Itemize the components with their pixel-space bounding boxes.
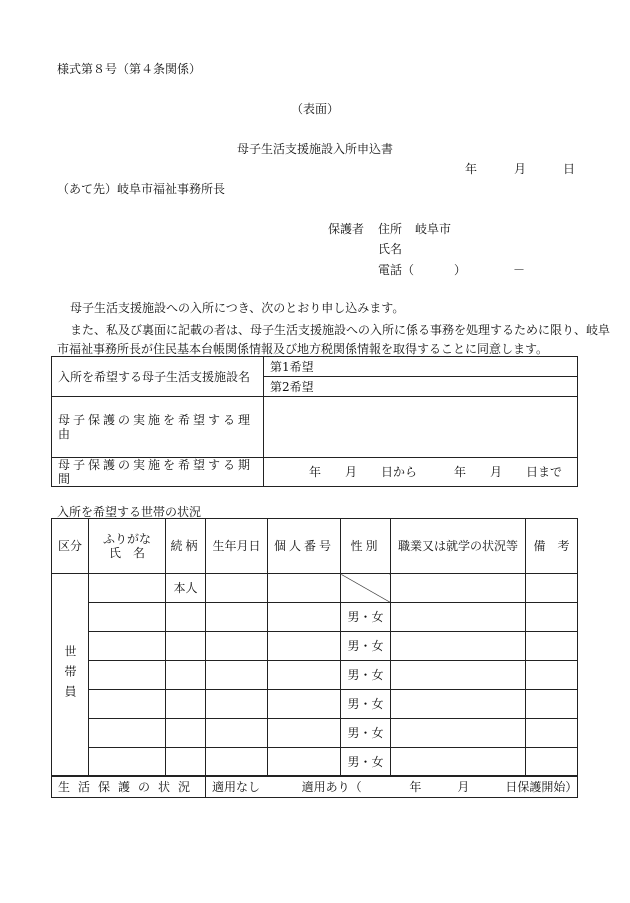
relation-field[interactable] <box>166 690 206 719</box>
personal-no-field[interactable] <box>268 719 341 748</box>
relation-field[interactable] <box>166 603 206 632</box>
remarks-field[interactable] <box>526 661 578 690</box>
address-value: 岐阜市 <box>415 222 452 236</box>
tel-dash: － <box>513 263 526 277</box>
birthdate-field[interactable] <box>206 719 268 748</box>
reason-label-cell: 母子保護の実施を希望する理由 <box>52 397 264 458</box>
personal-no-field[interactable] <box>268 574 341 603</box>
side-label: （表面） <box>290 102 339 116</box>
sex-option[interactable]: 男・女 <box>341 632 391 661</box>
name-field[interactable] <box>89 632 166 661</box>
guardian-label: 保護者 <box>328 222 365 236</box>
remarks-field[interactable] <box>526 690 578 719</box>
relation-field[interactable] <box>166 748 206 777</box>
address-label: 住所 <box>378 222 403 236</box>
name-field[interactable] <box>89 603 166 632</box>
tel-label: 電話（ <box>378 263 415 277</box>
occupation-field[interactable] <box>391 632 526 661</box>
table-row <box>52 661 578 690</box>
sex-option[interactable]: 男・女 <box>341 661 391 690</box>
birthdate-field[interactable] <box>206 603 268 632</box>
header-birthdate: 生年月日 <box>206 519 268 574</box>
household-section-title: 入所を希望する世帯の状況 <box>57 505 202 519</box>
addressee: （あて先）岐阜市福祉事務所長 <box>57 182 226 196</box>
personal-no-field[interactable] <box>268 748 341 777</box>
welfare-applied[interactable]: 適用あり（ <box>301 779 362 794</box>
sex-option[interactable]: 男・女 <box>341 719 391 748</box>
period-field[interactable] <box>264 458 578 487</box>
occupation-field[interactable] <box>391 719 526 748</box>
name-label: 氏名 <box>378 242 403 256</box>
birthdate-field[interactable] <box>206 574 268 603</box>
choice1-field[interactable]: 第1希望 <box>264 357 578 377</box>
welfare-start-date: 年 月 日保護開始） <box>409 779 578 794</box>
date-day: 日 <box>563 162 576 176</box>
remarks-field[interactable] <box>526 603 578 632</box>
sex-diagonal-cell <box>341 574 391 603</box>
name-field[interactable] <box>89 719 166 748</box>
occupation-field[interactable] <box>391 574 526 603</box>
page-title: 母子生活支援施設入所申込書 <box>236 142 393 156</box>
birthdate-field[interactable] <box>206 632 268 661</box>
reason-field[interactable] <box>264 397 578 458</box>
personal-no-field[interactable] <box>268 690 341 719</box>
consent-paragraph-1: 母子生活支援施設への入所につき、次のとおり申し込みます。 <box>70 301 405 315</box>
birthdate-field[interactable] <box>206 690 268 719</box>
welfare-field[interactable] <box>206 776 578 798</box>
header-name: ふりがな 氏 名 <box>89 519 166 574</box>
remarks-field[interactable] <box>526 748 578 777</box>
occupation-field[interactable] <box>391 690 526 719</box>
relation-field[interactable] <box>166 661 206 690</box>
welfare-not-applied[interactable]: 適用なし <box>212 779 261 794</box>
header-remarks: 備 考 <box>526 519 578 574</box>
facility-label-cell: 入所を希望する母子生活支援施設名 <box>52 357 264 397</box>
name-field[interactable] <box>89 690 166 719</box>
table-row <box>52 574 578 603</box>
occupation-field[interactable] <box>391 748 526 777</box>
date-year: 年 <box>465 162 478 176</box>
table-row <box>52 603 578 632</box>
personal-no-field[interactable] <box>268 603 341 632</box>
household-table <box>51 518 578 777</box>
relation-field[interactable] <box>166 632 206 661</box>
sex-option[interactable]: 男・女 <box>341 748 391 777</box>
remarks-field[interactable] <box>526 574 578 603</box>
period-to: 年 月 日まで <box>454 465 563 479</box>
remarks-field[interactable] <box>526 719 578 748</box>
welfare-label-cell: 生活保護の状況 <box>52 776 206 798</box>
header-relation: 続柄 <box>166 519 206 574</box>
birthdate-field[interactable] <box>206 748 268 777</box>
header-sex: 性別 <box>341 519 391 574</box>
table-row <box>52 632 578 661</box>
header-personal-no: 個人番号 <box>268 519 341 574</box>
period-label-cell: 母子保護の実施を希望する期間 <box>52 458 264 487</box>
date-month: 月 <box>514 162 527 176</box>
sex-option[interactable]: 男・女 <box>341 603 391 632</box>
consent-paragraph-2: また、私及び裏面に記載の者は、母子生活支援施設への入所に係る事務を処理するために限り、岐阜 <box>70 323 611 337</box>
header-occupation: 職業又は就学の状況等 <box>391 519 526 574</box>
consent-paragraph-3: 市福祉事務所長が住民基本台帳関係情報及び地方税関係情報を取得することに同意します。 <box>57 342 549 356</box>
self-relation: 本人 <box>166 574 206 603</box>
welfare-table <box>51 775 578 798</box>
birthdate-field[interactable] <box>206 661 268 690</box>
occupation-field[interactable] <box>391 661 526 690</box>
member-label-cell: 世帯員 <box>52 574 89 777</box>
name-field[interactable] <box>89 748 166 777</box>
facility-table <box>51 356 578 487</box>
remarks-field[interactable] <box>526 632 578 661</box>
choice2-field[interactable]: 第2希望 <box>264 377 578 397</box>
personal-no-field[interactable] <box>268 632 341 661</box>
occupation-field[interactable] <box>391 603 526 632</box>
header-category: 区分 <box>52 519 89 574</box>
table-row <box>52 690 578 719</box>
table-row <box>52 748 578 777</box>
form-number: 様式第８号（第４条関係） <box>57 62 202 76</box>
personal-no-field[interactable] <box>268 661 341 690</box>
tel-paren-close: ） <box>454 263 467 277</box>
period-from: 年 月 日から <box>309 465 418 479</box>
name-field[interactable] <box>89 574 166 603</box>
table-row <box>52 719 578 748</box>
sex-option[interactable]: 男・女 <box>341 690 391 719</box>
relation-field[interactable] <box>166 719 206 748</box>
name-field[interactable] <box>89 661 166 690</box>
